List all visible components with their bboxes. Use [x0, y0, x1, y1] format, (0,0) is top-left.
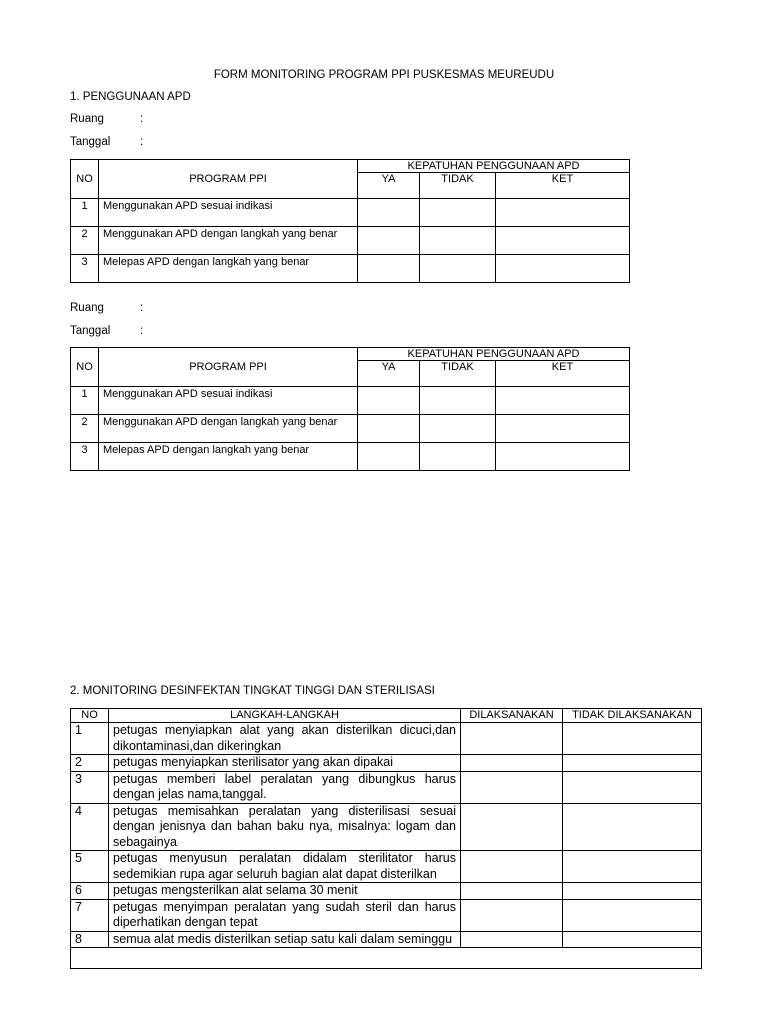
table-row — [71, 199, 630, 227]
step-cell: petugas menyusun peralatan didalam sterilitator harus sedemikian rupa agar seluruh bagian alat dapat disterilkan — [109, 851, 461, 883]
ya-header: YA — [358, 361, 420, 387]
table-row — [71, 255, 630, 283]
steps-header: LANGKAH-LANGKAH — [109, 709, 461, 723]
done-cell[interactable] — [461, 883, 563, 900]
row-number: 1 — [71, 723, 109, 755]
done-cell[interactable] — [461, 723, 563, 755]
not-done-cell[interactable] — [563, 803, 702, 851]
row-number: 8 — [71, 931, 109, 948]
program-cell: Melepas APD dengan langkah yang benar — [99, 443, 358, 471]
tidak-cell[interactable] — [420, 199, 496, 227]
step-cell: petugas menyiapkan sterilisator yang akan dipakai — [109, 755, 461, 772]
ket-header: KET — [496, 173, 630, 199]
program-cell: Menggunakan APD dengan langkah yang benar — [99, 415, 358, 443]
not-done-cell[interactable] — [563, 755, 702, 772]
step-cell: semua alat medis disterilkan setiap satu kali dalam seminggu — [109, 931, 461, 948]
step-cell: petugas menyiapkan alat yang akan disterilkan dicuci,dan dikontaminasi,dan dikeringkan — [109, 723, 461, 755]
ruang-colon-2: : — [140, 302, 144, 314]
tanggal-colon-1: : — [140, 136, 144, 148]
done-cell[interactable] — [461, 899, 563, 931]
program-cell: Menggunakan APD sesuai indikasi — [99, 387, 358, 415]
row-number: 2 — [71, 227, 99, 255]
row-number: 5 — [71, 851, 109, 883]
ket-cell[interactable] — [496, 227, 630, 255]
ket-cell[interactable] — [496, 387, 630, 415]
ya-cell[interactable] — [358, 415, 420, 443]
done-cell[interactable] — [461, 931, 563, 948]
ket-cell[interactable] — [496, 415, 630, 443]
table-row — [71, 851, 702, 883]
tanggal-label-2: Tanggal — [70, 325, 111, 337]
done-cell[interactable] — [461, 755, 563, 772]
done-cell[interactable] — [461, 803, 563, 851]
program-cell: Melepas APD dengan langkah yang benar — [99, 255, 358, 283]
ket-cell[interactable] — [496, 443, 630, 471]
section2-heading: 2. MONITORING DESINFEKTAN TINGKAT TINGGI DAN STERILISASI — [70, 685, 435, 697]
row-number: 7 — [71, 899, 109, 931]
program-cell: Menggunakan APD sesuai indikasi — [99, 199, 358, 227]
row-number: 2 — [71, 755, 109, 772]
not-done-cell[interactable] — [563, 851, 702, 883]
tidak-cell[interactable] — [420, 255, 496, 283]
not-done-cell[interactable] — [563, 931, 702, 948]
step-cell: petugas memberi label peralatan yang dibungkus harus dengan jelas nama,tanggal. — [109, 771, 461, 803]
section1-heading: 1. PENGGUNAAN APD — [70, 91, 191, 103]
done-header: DILAKSANAKAN — [461, 709, 563, 723]
tidak-header: TIDAK — [420, 173, 496, 199]
apd-table-2 — [70, 347, 630, 471]
step-cell: petugas menyimpan peralatan yang sudah steril dan harus diperhatikan dengan tepat — [109, 899, 461, 931]
table-row — [71, 931, 702, 948]
row-number: 3 — [71, 771, 109, 803]
tidak-cell[interactable] — [420, 415, 496, 443]
table-row — [71, 883, 702, 900]
ya-cell[interactable] — [358, 443, 420, 471]
row-number: 2 — [71, 415, 99, 443]
ket-cell[interactable] — [496, 199, 630, 227]
ket-header: KET — [496, 361, 630, 387]
ket-cell[interactable] — [496, 255, 630, 283]
ruang-colon-1: : — [140, 113, 144, 125]
row-number: 3 — [71, 255, 99, 283]
table-row — [71, 443, 630, 471]
tidak-cell[interactable] — [420, 443, 496, 471]
no-header: NO — [71, 709, 109, 723]
sterilization-table — [70, 708, 702, 969]
ya-cell[interactable] — [358, 227, 420, 255]
ya-cell[interactable] — [358, 255, 420, 283]
kepatuhan-header: KEPATUHAN PENGGUNAAN APD — [358, 160, 630, 173]
step-cell: petugas mengsterilkan alat selama 30 menit — [109, 883, 461, 900]
table-row — [71, 803, 702, 851]
program-cell: Menggunakan APD dengan langkah yang benar — [99, 227, 358, 255]
row-number: 1 — [71, 387, 99, 415]
program-header: PROGRAM PPI — [99, 348, 358, 387]
table-row — [71, 387, 630, 415]
row-number: 3 — [71, 443, 99, 471]
table-row — [71, 415, 630, 443]
done-cell[interactable] — [461, 851, 563, 883]
tanggal-colon-2: : — [140, 325, 144, 337]
kepatuhan-header: KEPATUHAN PENGGUNAAN APD — [358, 348, 630, 361]
ruang-label-1: Ruang — [70, 113, 104, 125]
row-number: 6 — [71, 883, 109, 900]
ya-cell[interactable] — [358, 199, 420, 227]
form-title: FORM MONITORING PROGRAM PPI PUSKESMAS MEUREUDU — [213, 69, 555, 81]
table-row — [71, 723, 702, 755]
empty-cell — [71, 948, 702, 969]
not-done-cell[interactable] — [563, 883, 702, 900]
table-row — [71, 899, 702, 931]
step-cell: petugas memisahkan peralatan yang disterilisasi sesuai dengan jenisnya dan bahan baku nya, misalnya: logam dan sebagainya — [109, 803, 461, 851]
apd-table-1 — [70, 159, 630, 283]
table-row — [71, 771, 702, 803]
not-done-header: TIDAK DILAKSANAKAN — [563, 709, 702, 723]
not-done-cell[interactable] — [563, 899, 702, 931]
ya-header: YA — [358, 173, 420, 199]
ya-cell[interactable] — [358, 387, 420, 415]
empty-row — [71, 948, 702, 969]
tidak-header: TIDAK — [420, 361, 496, 387]
not-done-cell[interactable] — [563, 771, 702, 803]
done-cell[interactable] — [461, 771, 563, 803]
tidak-cell[interactable] — [420, 227, 496, 255]
table-row — [71, 227, 630, 255]
row-number: 4 — [71, 803, 109, 851]
tanggal-label-1: Tanggal — [70, 136, 111, 148]
ruang-label-2: Ruang — [70, 302, 104, 314]
table-row — [71, 755, 702, 772]
tidak-cell[interactable] — [420, 387, 496, 415]
row-number: 1 — [71, 199, 99, 227]
no-header: NO — [71, 160, 99, 199]
program-header: PROGRAM PPI — [99, 160, 358, 199]
not-done-cell[interactable] — [563, 723, 702, 755]
no-header: NO — [71, 348, 99, 387]
